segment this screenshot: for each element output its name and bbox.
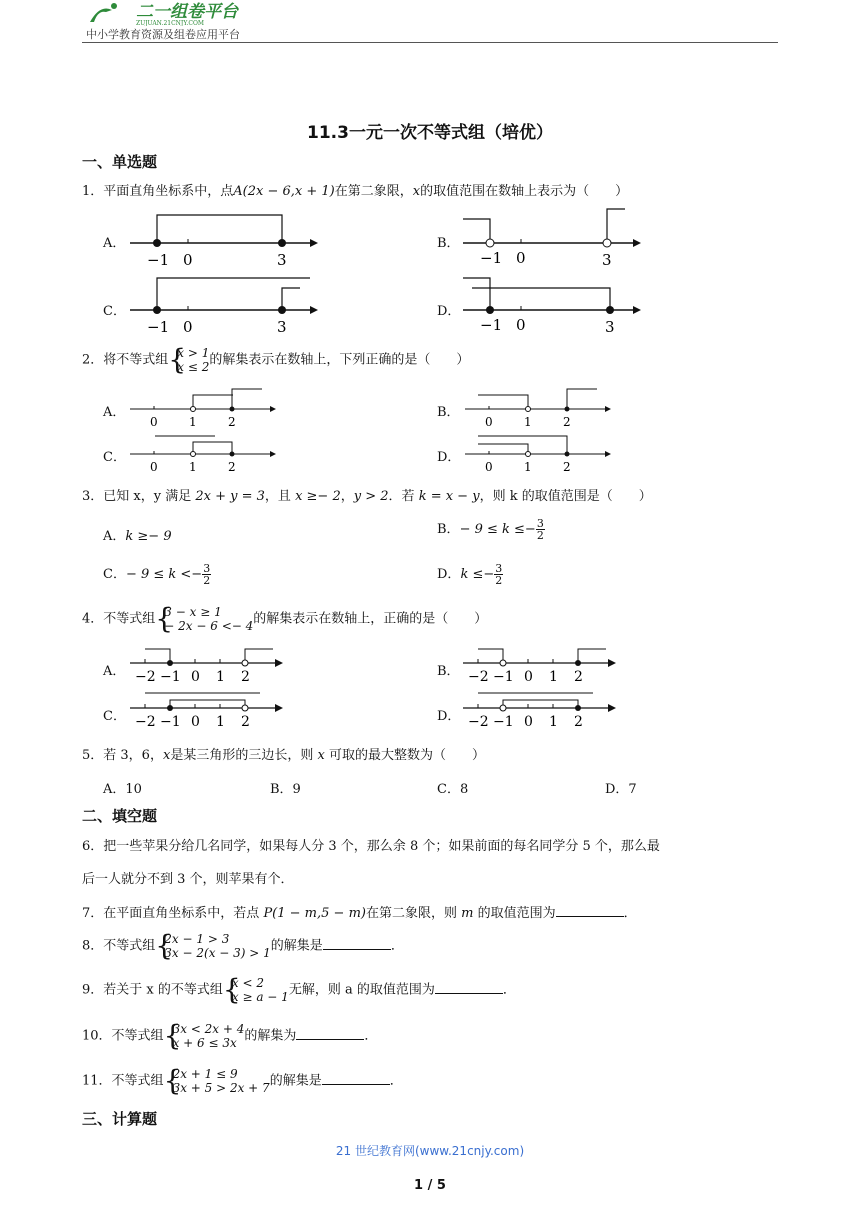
number-line-q2-b[interactable] [460, 385, 620, 431]
number-line-q4-b[interactable] [458, 643, 623, 689]
option-label[interactable]: B． [437, 236, 460, 251]
number-line-q1-c[interactable] [125, 272, 320, 338]
question-8: 8．不等式组 { 2x − 1 > 3 3x − 2(x − 3) > 1 的解集是 ． [82, 929, 404, 962]
svg-text:0: 0 [524, 714, 533, 730]
svg-text:0: 0 [524, 669, 533, 685]
question-2: 2．将不等式组 { x > 1 x ≤ 2 的解集表示在数轴上，下列正确的是（ ） [82, 343, 470, 376]
svg-text:−1: −1 [480, 316, 503, 334]
number-line-q2-d[interactable] [460, 430, 620, 476]
svg-text:0: 0 [191, 714, 200, 730]
svg-text:0: 0 [516, 249, 526, 267]
svg-text:1: 1 [216, 669, 225, 685]
svg-text:2: 2 [241, 714, 250, 730]
option-a[interactable]: A．10 [103, 782, 142, 797]
answer-blank[interactable] [435, 981, 503, 994]
option-label[interactable]: A． [103, 664, 126, 679]
page-number: 1 / 5 [414, 1178, 446, 1193]
svg-text:−2: −2 [468, 669, 489, 685]
option-label[interactable]: B． [437, 664, 460, 679]
document-title: 11.3一元一次不等式组（培优） [307, 123, 553, 143]
header-divider [82, 42, 778, 43]
option-label[interactable]: A． [103, 405, 126, 420]
option-label[interactable]: B． [437, 405, 460, 420]
number-line-q2-c[interactable] [125, 430, 285, 476]
svg-text:−1: −1 [147, 318, 170, 336]
section-heading: 三、计算题 [82, 1110, 158, 1128]
svg-text:0: 0 [183, 251, 193, 269]
svg-text:3: 3 [605, 318, 615, 336]
svg-text:1: 1 [524, 415, 532, 429]
answer-blank[interactable] [323, 937, 391, 950]
question-3: 3．已知 x，y 满足 2x + y = 3，且 x ≥− 2，y > 2．若 k = x − y，则 k 的取值范围是（ ） [82, 489, 652, 504]
svg-text:1: 1 [189, 460, 197, 474]
answer-blank[interactable] [556, 904, 624, 917]
number-line-q4-a[interactable] [125, 643, 290, 689]
svg-text:−2: −2 [135, 714, 156, 730]
question-7: 7．在平面直角坐标系中，若点 P(1 − m,5 − m)在第二象限，则 m 的取值范围为 ． [82, 906, 637, 921]
logo-url: ZUJUAN.21CNJY.COM [136, 20, 205, 26]
svg-text:0: 0 [485, 415, 493, 429]
option-label[interactable]: C． [103, 450, 126, 465]
svg-text:2: 2 [228, 415, 236, 429]
svg-text:2: 2 [241, 669, 250, 685]
option-label[interactable]: C． [103, 304, 126, 319]
svg-text:0: 0 [150, 460, 158, 474]
option-label[interactable]: C． [103, 709, 126, 724]
question-11: 11．不等式组 { 2x + 1 ≤ 9 3x + 5 > 2x + 7 的解集是 ． [82, 1064, 403, 1097]
footer-link[interactable]: 21 世纪教育网(www.21cnjy.com) [335, 1144, 525, 1158]
number-line-q1-d[interactable] [458, 272, 653, 338]
svg-text:2: 2 [574, 714, 583, 730]
svg-text:2: 2 [563, 460, 571, 474]
question-4: 4．不等式组 { 3 − x ≥ 1 − 2x − 6 <− 4 的解集表示在数轴上，正确的是（ ） [82, 602, 488, 635]
svg-text:2: 2 [574, 669, 583, 685]
option-d[interactable]: D．7 [605, 782, 637, 797]
svg-text:−1: −1 [493, 714, 514, 730]
svg-text:−1: −1 [480, 249, 503, 267]
section-heading: 二、填空题 [82, 807, 158, 825]
svg-text:2: 2 [563, 415, 571, 429]
svg-text:−1: −1 [160, 669, 181, 685]
question-10: 10．不等式组 { 3x < 2x + 4 x + 6 ≤ 3x 的解集为 ． [82, 1019, 378, 1052]
number-line-q1-a[interactable] [125, 205, 320, 270]
svg-text:0: 0 [183, 318, 193, 336]
svg-text:1: 1 [216, 714, 225, 730]
answer-blank[interactable] [296, 1027, 364, 1040]
svg-text:3: 3 [602, 251, 612, 269]
section-heading: 一、单选题 [82, 153, 158, 171]
svg-text:−2: −2 [135, 669, 156, 685]
number-line-q4-c[interactable] [125, 688, 290, 734]
svg-text:0: 0 [485, 460, 493, 474]
question-1: 1．平面直角坐标系中，点A(2x − 6,x + 1)在第二象限，x的取值范围在数轴上表示为（ ） [82, 184, 629, 199]
option-label[interactable]: D． [437, 709, 461, 724]
svg-text:1: 1 [524, 460, 532, 474]
svg-text:0: 0 [150, 415, 158, 429]
svg-text:0: 0 [191, 669, 200, 685]
question-6-line1: 6．把一些苹果分给几名同学，如果每人分 3 个，那么余 8 个；如果前面的每名同学分 5 个，那么最 [82, 839, 660, 854]
option-b[interactable]: B．− 9 ≤ k ≤− $\frac{3}{2}$ [437, 517, 544, 542]
option-c[interactable]: C．− 9 ≤ k <− $\frac{3}{2}$ [103, 562, 211, 587]
header-subtitle: 中小学教育资源及组卷应用平台 [86, 28, 240, 41]
answer-blank[interactable] [322, 1072, 390, 1085]
svg-text:−2: −2 [468, 714, 489, 730]
svg-text:0: 0 [516, 316, 526, 334]
option-label[interactable]: D． [437, 450, 461, 465]
option-c[interactable]: C．8 [437, 782, 469, 797]
option-label[interactable]: A． [103, 236, 126, 251]
svg-text:1: 1 [549, 714, 558, 730]
number-line-q1-b[interactable] [458, 205, 653, 270]
question-5: 5．若 3，6，x是某三角形的三边长，则 x 可取的最大整数为（ ） [82, 748, 485, 763]
svg-text:−1: −1 [493, 669, 514, 685]
option-b[interactable]: B．9 [270, 782, 301, 797]
question-6-line2: 后一人就分不到 3 个，则苹果有个． [82, 872, 294, 887]
option-d[interactable]: D．k ≤− $\frac{3}{2}$ [437, 562, 503, 587]
site-logo [86, 0, 271, 26]
svg-text:2: 2 [228, 460, 236, 474]
svg-text:−1: −1 [147, 251, 170, 269]
logo-text: 二一组卷平台 [136, 2, 238, 22]
question-9: 9．若关于 x 的不等式组 { x < 2 x ≥ a − 1 无解，则 a 的取值范围为 ． [82, 973, 516, 1006]
option-a[interactable]: A．k ≥− 9 [103, 529, 172, 544]
svg-text:3: 3 [277, 318, 287, 336]
svg-text:1: 1 [189, 415, 197, 429]
svg-text:1: 1 [549, 669, 558, 685]
svg-text:−1: −1 [160, 714, 181, 730]
option-label[interactable]: D． [437, 304, 461, 319]
svg-text:3: 3 [277, 251, 287, 269]
number-line-q2-a[interactable] [125, 385, 285, 431]
number-line-q4-d[interactable] [458, 688, 623, 734]
